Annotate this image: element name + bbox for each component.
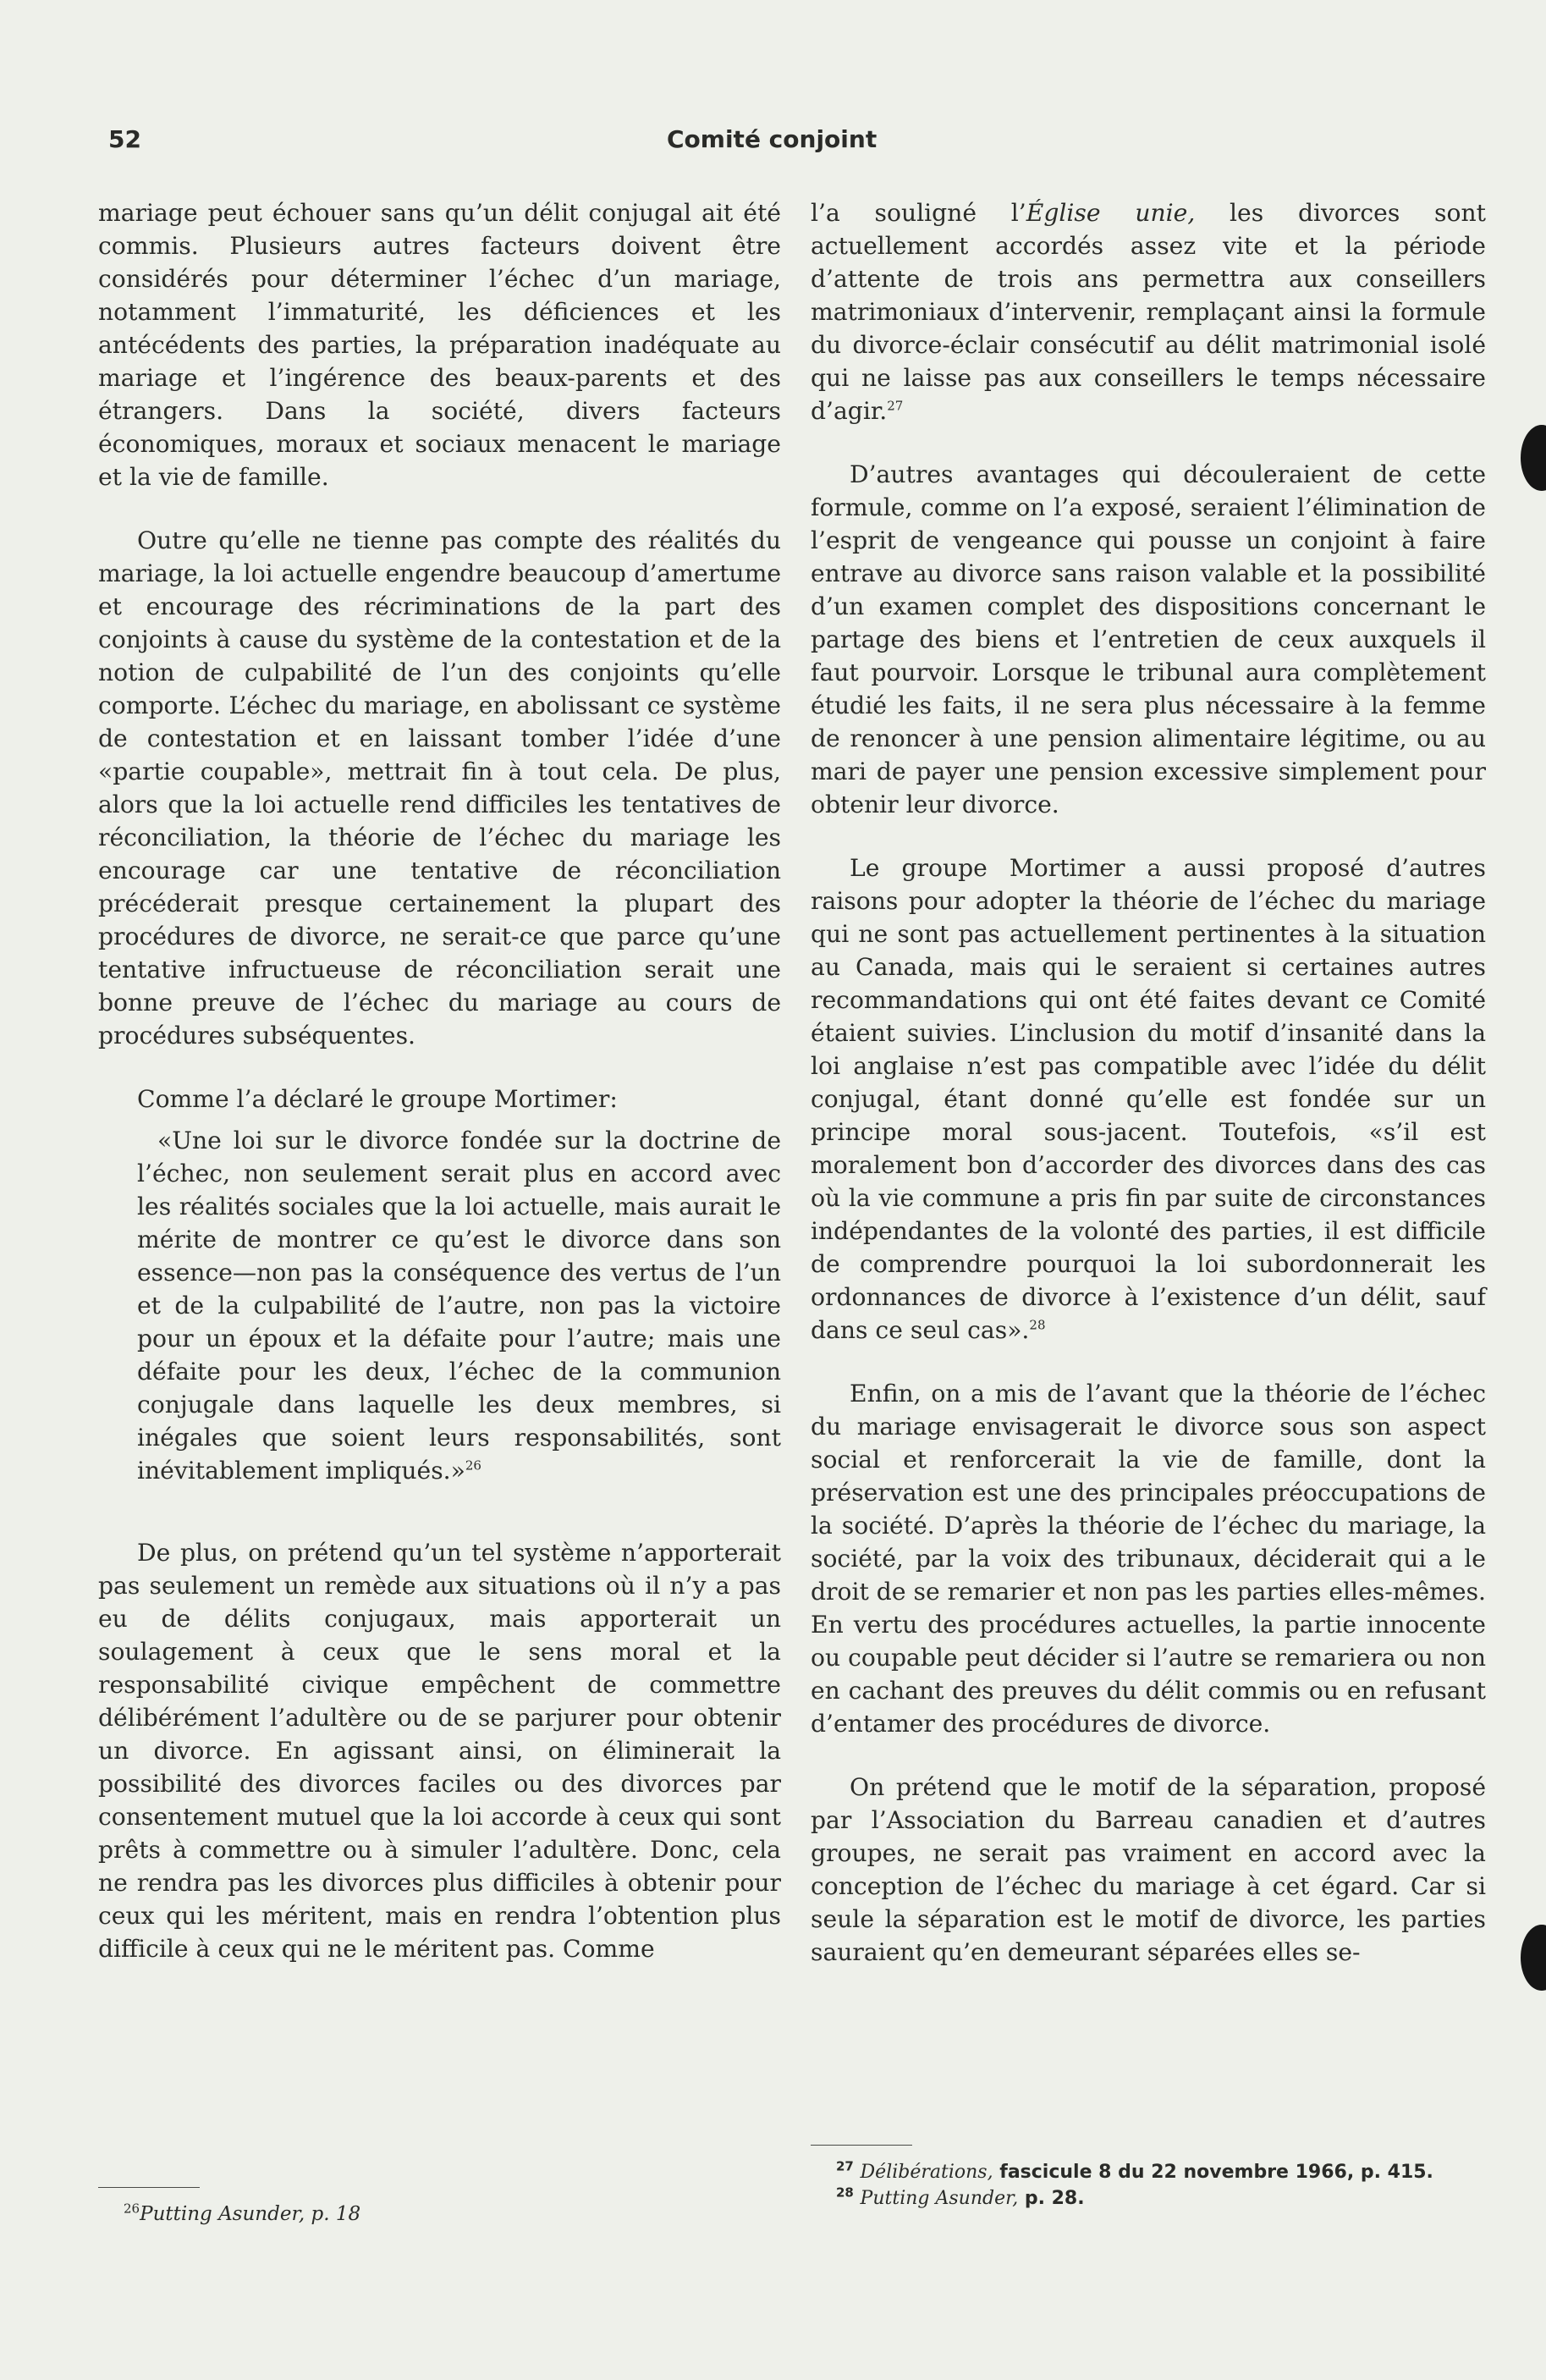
- paragraph: [811, 851, 1486, 1347]
- scan-edge-mark: [1521, 425, 1546, 491]
- paragraph: Enfin, on a mis de l’avant que la théorie de l’échec du mariage envisagerait le divorce sous son aspect social et renforcerait la vie de famille, dont la préservation est une des principales préoccupations de la société. D’après la théorie de l’échec du mariage, la société, par la voix des tribunaux, déciderait qui a le droit de se remarier et non pas les parties elles-mêmes. En vertu des procédures actuelles, la partie innocente ou coupable peut décider si l’autre se remariera ou non en cachant des preuves du délit commis ou en refusant d’entamer des procédures de divorce.: [811, 1380, 1486, 1738]
- footnote-number: 27: [836, 2158, 854, 2174]
- paragraph: Outre qu’elle ne tienne pas compte des réalités du mariage, la loi actuelle engendre beaucoup d’amertume et encourage des récriminations de la part des conjoints à cause du système de la contestation et de la notion de culpabilité de l’un des conjoints qu’elle comporte. L’échec du mariage, en abolissant ce système de contestation et en laissant tomber l’idée d’une «partie coupable», mettrait fin à tout cela. De plus, alors que la loi actuelle rend difficiles les tentatives de réconciliation, la théorie de l’échec du mariage les encourage car une tentative de réconciliation précéderait presque certainement la plupart des procédures de divorce, ne serait-ce que parce qu’une tentative infructueuse de réconciliation serait une bonne preuve de l’échec du mariage au cours de procédures subséquentes.: [98, 526, 781, 1050]
- footnote-text: fascicule 8 du 22 novembre 1966, p. 415.: [993, 2162, 1433, 2183]
- paragraph: [811, 196, 1486, 427]
- footnote-number: 28: [836, 2184, 854, 2201]
- left-column: [98, 196, 781, 1996]
- footnote-title: Putting Asunder,: [860, 2188, 1019, 2209]
- footnote-title: Délibérations,: [860, 2162, 993, 2183]
- paragraph: De plus, on prétend qu’un tel système n’apporterait pas seulement un remède aux situations où il n’y a pas eu de délits conjugaux, mais apporterait un soulagement à ceux que le sens moral et la responsabilité civique empêchent de commettre délibérément l’adultère ou de se parjurer pour obtenir un divorce. En agissant ainsi, on éliminerait la possibilité des divorces faciles ou des divorces par consentement mutuel que la loi accorde à ceux qui sont prêts à commettre ou à simuler l’adultère. Donc, cela ne rendra pas les divorces plus difficiles à obtenir pour ceux qui les méritent, mais en rendra l’obtention plus difficile à ceux qui ne le méritent pas. Comme: [98, 1539, 781, 1963]
- footnote: [98, 2201, 781, 2228]
- footnotes-left: [98, 2187, 781, 2228]
- right-column: [811, 196, 1486, 1999]
- paragraph: Comme l’a déclaré le groupe Mortimer:: [137, 1085, 618, 1113]
- footnote-text: Putting Asunder, p. 18: [140, 2203, 361, 2225]
- paragraph: mariage peut échouer sans qu’un délit conjugal ait été commis. Plusieurs autres facteurs doivent être considérés pour déterminer l’échec d’un mariage, notamment l’immaturité, les déficiences et les antécédents des parties, la préparation inadéquate au mariage et l’ingérence des beaux-parents et des étrangers. Dans la société, divers facteurs économiques, moraux et sociaux menacent le mariage et la vie de famille.: [98, 199, 781, 491]
- page-header: [108, 125, 1468, 159]
- block-quote: [137, 1124, 781, 1487]
- footnote-ref: 27: [887, 398, 904, 414]
- page-number: 52: [108, 125, 141, 153]
- footnote-ref: 26: [465, 1457, 481, 1474]
- footnote-number: 26: [124, 2201, 140, 2217]
- footnotes-right: [811, 2145, 1486, 2212]
- running-title: Comité conjoint: [667, 125, 878, 153]
- scan-edge-mark: [1521, 1925, 1546, 1991]
- footnote: [811, 2159, 1486, 2185]
- text-segment: Le groupe Mortimer a aussi proposé d’autres raisons pour adopter la théorie de l’échec du mariage qui ne sont pas actuellement pertinentes à la situation au Canada, mais qui le seraient si certaines autres recommandations qui ont été faites devant ce Comité étaient suivies. L’inclusion du motif d’insanité dans la loi anglaise n’est pas compatible avec l’idée du délit conjugal, étant donné qu’elle est fondée sur un principe moral sous-jacent. Toutefois, «s’il est moralement bon d’accorder des divorces dans des cas où la vie commune a pris fin par suite de circonstances indépendantes de la volonté des parties, il est difficile de comprendre pourquoi la loi subordonnerait les ordonnances de divorce à l’existence d’un délit, sauf dans ce seul cas».: [811, 854, 1486, 1344]
- text-segment: l’a souligné l’: [811, 199, 1026, 227]
- paragraph: On prétend que le motif de la séparation, proposé par l’Association du Barreau canadien et d’autres groupes, ne serait pas vraiment en accord avec la conception de l’échec du mariage à cet égard. Car si seule la séparation est le motif de divorce, les parties sauraient qu’en demeurant séparées elles se-: [811, 1773, 1486, 1966]
- footnote: [811, 2185, 1486, 2212]
- footnote-rule: [98, 2187, 200, 2188]
- text-segment: les divorces sont actuellement accordés assez vite et la période d’attente de trois ans permettra aux conseillers matrimoniaux d’intervenir, remplaçant ainsi la formule du divorce-éclair consécutif au délit matrimonial isolé qui ne laisse pas aux conseillers le temps nécessaire d’agir.: [811, 199, 1486, 425]
- footnote-ref: 28: [1029, 1317, 1046, 1333]
- text-italic: Église unie,: [1026, 199, 1196, 227]
- quote-text: «Une loi sur le divorce fondée sur la doctrine de l’échec, non seulement serait plus en accord avec les réalités sociales que la loi actuelle, mais aurait le mérite de montrer ce qu’est le divorce dans son essence—non pas la conséquence des vertus de l’un et de la culpabilité de l’autre, non pas la victoire pour un époux et la défaite pour l’autre; mais une défaite pour les deux, l’échec de la communion conjugale dans laquelle les deux membres, si inégales que soient leurs responsabilités, sont inévitablement impliqués.»: [137, 1127, 781, 1485]
- paragraph: D’autres avantages qui découleraient de cette formule, comme on l’a exposé, seraient l’élimination de l’esprit de vengeance qui pousse un conjoint à faire entrave au divorce sans raison valable et la possibilité d’un examen complet des dispositions concernant le partage des biens et l’entretien de ceux auxquels il faut pourvoir. Lorsque le tribunal aura complètement étudié les faits, il ne sera plus nécessaire à la femme de renoncer à une pension alimentaire légitime, ou au mari de payer une pension excessive simplement pour obtenir leur divorce.: [811, 460, 1486, 818]
- footnote-text: p. 28.: [1018, 2188, 1085, 2209]
- footnote-rule: [811, 2145, 912, 2146]
